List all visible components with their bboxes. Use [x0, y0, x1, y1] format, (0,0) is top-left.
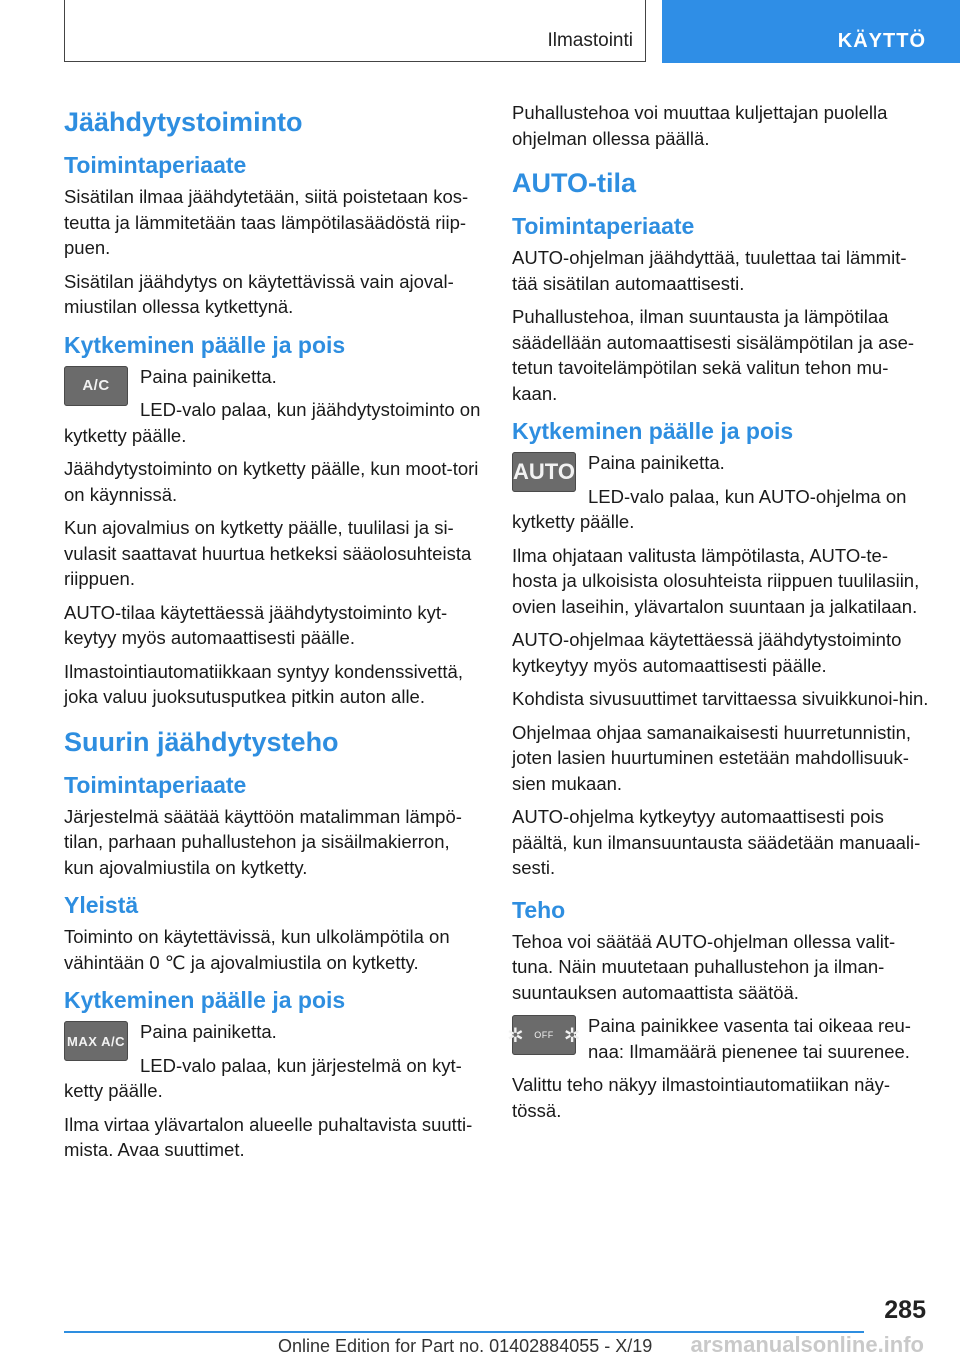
max-ac-button-row	[64, 1019, 482, 1104]
paragraph: Puhallustehoa voi muuttaa kuljettajan puolella ohjelman ollessa päällä.	[512, 102, 888, 149]
max-ac-button-icon: MAX A/C	[64, 1021, 128, 1061]
subheading-switch: Kytkeminen päälle ja pois	[64, 987, 346, 1013]
paragraph: AUTO-ohjelmaa käytettäessä jäähdytystoiminto kytkeytyy myös automaattisesti päälle.	[512, 629, 902, 676]
fan-button-icon	[506, 1015, 582, 1055]
paragraph: Ohjelmaa ohjaa samanaikaisesti huurretunnistin, joten lasien huurtuminen estetään mahdollisuuk-sien mukaan.	[512, 721, 911, 794]
paragraph: Puhallustehoa, ilman suuntausta ja lämpötilaa säädellään automaattisesti sisälämpötilan ja ase-tetun tavoitelämpötilan sekä valitun tehon mu-kaan.	[512, 306, 915, 404]
paragraph: AUTO-ohjelma kytkeytyy automaattisesti pois päältä, kun ilmansuuntausta säädetään manuaali-sesti.	[512, 806, 921, 878]
auto-button-row	[512, 450, 930, 535]
paragraph: Sisätilan ilmaa jäähdytetään, siitä poistetaan kos-teutta ja lämmitetään taas lämpötilasäädöstä riip-puen.	[64, 186, 469, 258]
fan-button-row	[506, 1013, 930, 1064]
footer-edition: Online Edition for Part no. 01402884055 - X/19	[278, 1336, 653, 1356]
heading-auto: AUTO-tila	[512, 168, 637, 198]
subheading-switch: Kytkeminen päälle ja pois	[512, 418, 794, 444]
paragraph: AUTO-tilaa käytettäessä jäähdytystoiminto kyt-keytyy myös automaattisesti päälle.	[64, 601, 448, 648]
heading-cooling: Jäähdytystoiminto	[64, 107, 303, 137]
header-section-title: Ilmastointi	[547, 30, 633, 51]
paragraph: Paina painikkee vasenta tai oikeaa reu-naa: Ilmamäärä pienenee tai suurenee.	[588, 1015, 911, 1062]
paragraph: Paina painiketta.	[588, 452, 725, 473]
paragraph: Jäähdytystoiminto on kytketty päälle, kun moot-tori on käynnissä.	[64, 458, 479, 505]
paragraph: LED-valo palaa, kun jäähdytystoiminto on kytketty päälle.	[64, 399, 481, 446]
auto-button-icon: AUTO	[512, 452, 576, 492]
subheading-general: Yleistä	[64, 892, 139, 918]
header-chapter-box	[662, 0, 960, 63]
subheading-principle: Toimintaperiaate	[512, 213, 695, 239]
fan-icon: ✲	[506, 1024, 525, 1047]
header-chapter-title: KÄYTTÖ	[837, 30, 926, 52]
subheading-switch: Kytkeminen päälle ja pois	[64, 331, 346, 358]
ac-button-row	[64, 364, 482, 449]
paragraph: Ilma virtaa ylävartalon alueelle puhaltavista suutti-mista. Avaa suuttimet.	[64, 1113, 473, 1160]
fan-off-label: OFF	[534, 1030, 554, 1040]
paragraph: Valittu teho näkyy ilmastointiautomatiikan näy-tössä.	[512, 1074, 891, 1121]
fan-icon: ✲	[563, 1024, 582, 1047]
paragraph: Sisätilan jäähdytys on käytettävissä vain ajoval-miustilan ollessa kytkettynä.	[64, 270, 454, 317]
header-section-box	[64, 0, 646, 62]
right-column	[506, 100, 930, 1131]
subheading-principle: Toimintaperiaate	[64, 152, 247, 178]
paragraph: Ilmastointiautomatiikkaan syntyy kondenssivettä, joka valuu juoksutusputkea pitkin auton alle.	[64, 660, 463, 707]
paragraph: Paina painiketta.	[140, 365, 277, 387]
subheading-power: Teho	[512, 896, 566, 923]
left-column	[64, 100, 482, 1171]
paragraph: Ilma ohjataan valitusta lämpötilasta, AUTO-te-hosta ja ulkoisista olosuhteista riippuen tuulilasiin, ovien laseihin, ylävartalon suuntaan ja jalkatilaan.	[512, 544, 920, 617]
paragraph: Kun ajovalmius on kytketty päälle, tuulilasi ja si-vulasit saattavat huurtua hetkeksi sääolosuhteista riippuen.	[64, 517, 472, 589]
watermark: arsmanualsonline.info	[690, 1332, 924, 1357]
page-number: 285	[884, 1296, 926, 1324]
paragraph: Järjestelmä säätää käyttöön matalimman lämpö-tilan, parhaan puhallustehon ja sisäilmakierron, kun ajovalmiustila on kytketty.	[64, 805, 462, 878]
ac-button-icon: A/C	[64, 366, 128, 406]
paragraph: Paina painiketta.	[140, 1021, 277, 1042]
subheading-principle: Toimintaperiaate	[64, 771, 247, 798]
paragraph: Toiminto on käytettävissä, kun ulkolämpötila on vähintään 0 ℃ ja ajovalmiustila on kytketty.	[64, 926, 450, 973]
heading-max-cooling: Suurin jäähdytysteho	[64, 726, 339, 757]
paragraph: Tehoa voi säätää AUTO-ohjelman ollessa valit-tuna. Näin muutetaan puhallustehon ja ilman-suuntauksen automaattista säätöä.	[512, 930, 896, 1003]
paragraph: Kohdista sivusuuttimet tarvittaessa sivuikkunoi-hin.	[512, 688, 929, 709]
paragraph: LED-valo palaa, kun AUTO-ohjelma on kytketty päälle.	[512, 485, 907, 532]
paragraph: AUTO-ohjelman jäähdyttää, tuulettaa tai lämmit-tää sisätilan automaattisesti.	[512, 247, 907, 294]
paragraph: LED-valo palaa, kun järjestelmä on kyt-ketty päälle.	[64, 1054, 462, 1101]
